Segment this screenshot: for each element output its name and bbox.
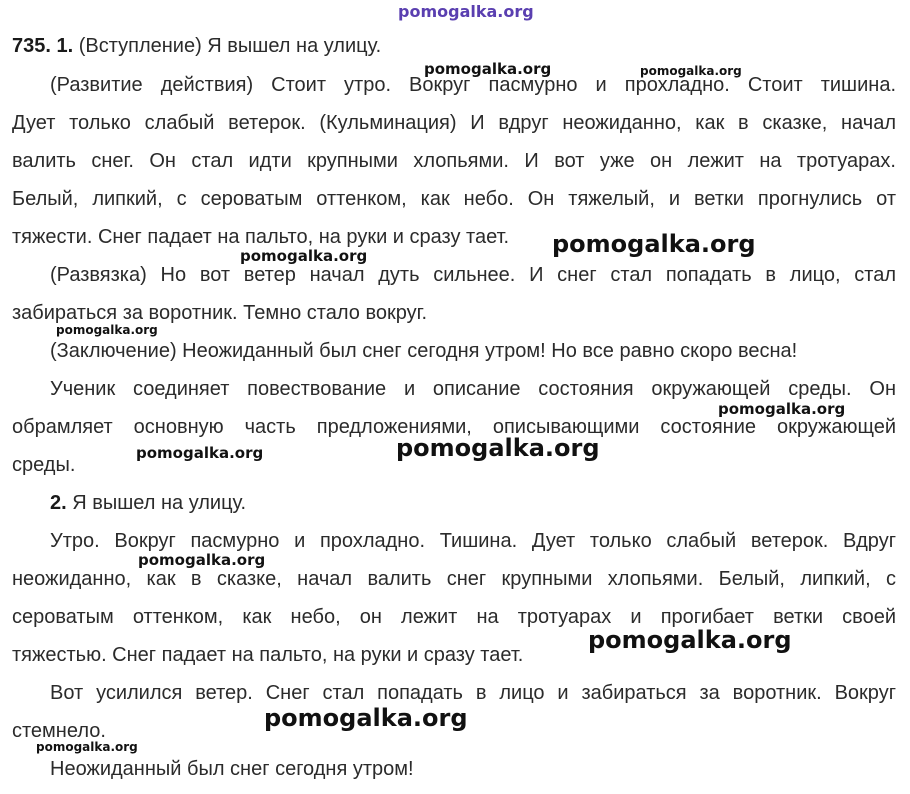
watermark: pomogalka.org — [588, 626, 792, 654]
paragraph-line: валить снег. Он стал идти крупными хлопьями. И вот уже он лежит на тротуарах. — [12, 150, 896, 172]
watermark: pomogalka.org — [640, 64, 742, 78]
watermark: pomogalka.org — [718, 400, 846, 418]
paragraph-line: (Развязка) Но вот ветер начал дуть сильнее. И снег стал попадать в лицо, стал — [50, 264, 896, 286]
paragraph-line: Белый, липкий, с сероватым оттенком, как небо. Он тяжелый, и ветки прогнулись от — [12, 188, 896, 210]
paragraph-line: неожиданно, как в сказке, начал валить снег крупными хлопьями. Белый, липкий, с — [12, 568, 896, 590]
watermark: pomogalka.org — [552, 230, 756, 258]
watermark: pomogalka.org — [56, 323, 158, 337]
watermark: pomogalka.org — [396, 434, 600, 462]
paragraph-line: Утро. Вокруг пасмурно и прохладно. Тишина. Дует только слабый ветерок. Вдруг — [50, 530, 896, 552]
paragraph-line: Ученик соединяет повествование и описание состояния окружающей среды. Он — [50, 378, 896, 400]
paragraph-line: тяжестью. Снег падает на пальто, на руки и сразу тает. — [12, 644, 524, 666]
paragraph-line: тяжести. Снег падает на пальто, на руки и сразу тает. — [12, 226, 510, 248]
task-number: 735. 1. — [12, 35, 74, 57]
watermark: pomogalka.org — [264, 704, 468, 732]
paragraph-line: Вот усилился ветер. Снег стал попадать в лицо и забираться за воротник. Вокруг — [50, 682, 896, 704]
paragraph-line: (Заключение) Неожиданный был снег сегодня утром! Но все равно скоро весна! — [50, 340, 798, 362]
watermark-top: pomogalka.org — [398, 2, 534, 21]
paragraph-line: Дует только слабый ветерок. (Кульминация) И вдруг неожиданно, как в сказке, начал — [12, 112, 896, 134]
watermark: pomogalka.org — [36, 740, 138, 754]
task-2-heading: 2. Я вышел на улицу. — [50, 492, 247, 514]
watermark: pomogalka.org — [424, 60, 552, 78]
paragraph-line: забираться за воротник. Темно стало вокруг. — [12, 302, 428, 324]
watermark: pomogalka.org — [136, 444, 264, 462]
task-1-heading: 735. 1. (Вступление) Я вышел на улицу. — [12, 35, 382, 57]
watermark: pomogalka.org — [138, 551, 266, 569]
paragraph-line: среды. — [12, 454, 76, 476]
paragraph-line: сероватым оттенком, как небо, он лежит на тротуарах и прогибает ветки своей — [12, 606, 896, 628]
paragraph-line: (Развитие действия) Стоит утро. Вокруг пасмурно и прохладно. Стоит тишина. — [50, 74, 896, 96]
task-number: 2. — [50, 492, 67, 514]
paragraph-line: Неожиданный был снег сегодня утром! — [50, 758, 414, 780]
paragraph-line: обрамляет основную часть предложениями, описывающими состояние окружающей — [12, 416, 896, 438]
watermark: pomogalka.org — [240, 247, 368, 265]
paragraph-line: стемнело. — [12, 720, 106, 742]
